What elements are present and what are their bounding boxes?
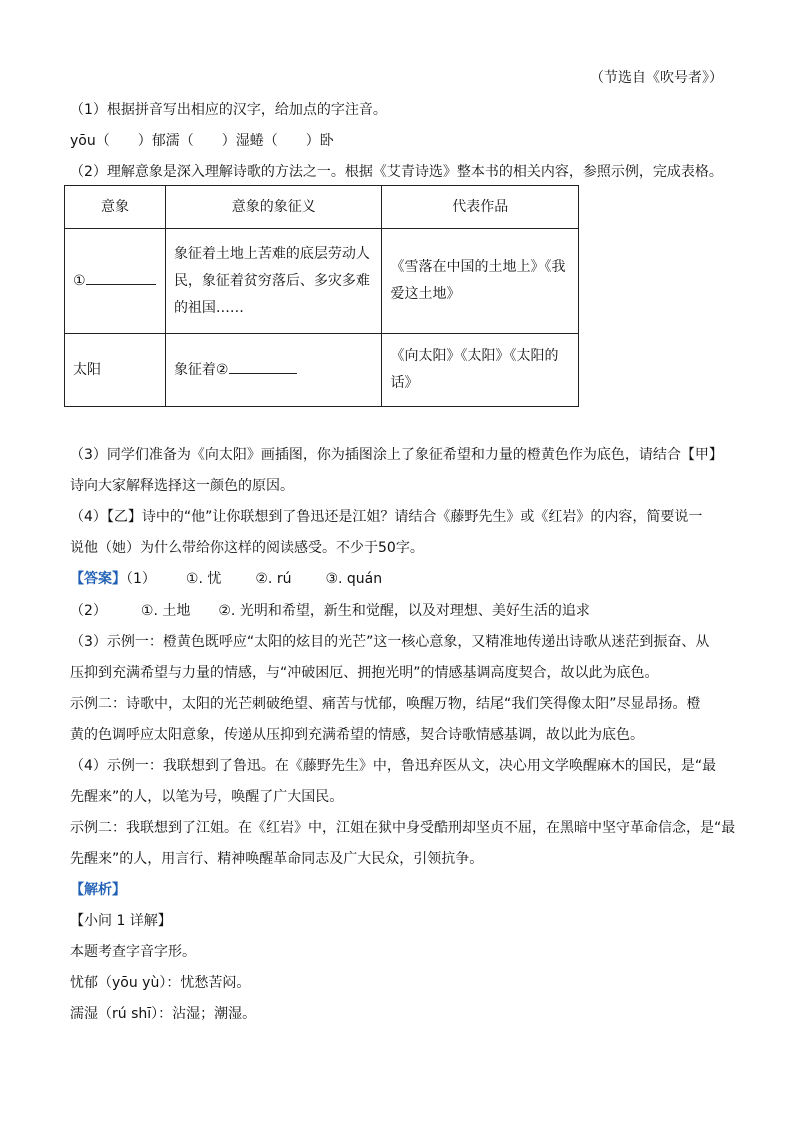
- answer-1-number: （1）: [126, 571, 156, 587]
- answer-1-c: ③. quán: [325, 571, 383, 587]
- answer-4-line-3: 示例二：我联想到了江姐。在《红岩》中，江姐在狱中身受酷刑却坚贞不屈，在黑暗中坚守革命信念，是“最: [70, 820, 736, 836]
- question-1-blanks: yōu（ ）郁濡（ ）湿蜷（ ）卧: [70, 133, 334, 149]
- answer-1-b: ②. rú: [255, 571, 292, 587]
- answer-1-a: ①. 忧: [185, 571, 222, 587]
- answer-2-number: （2）: [70, 603, 107, 619]
- answer-3-line-2: 压抑到充满希望与力量的情感，与“冲破困厄、拥抱光明”的情感基调高度契合，故以此为底色。: [70, 665, 659, 681]
- question-3-line-1: （3）同学们准备为《向太阳》画插图，你为插图涂上了象征希望和力量的橙黄色作为底色，请结合【甲】: [70, 447, 723, 463]
- blank-line: [229, 359, 297, 374]
- question-4-line-2: 说他（她）为什么带给你这样的阅读感受。不少于50字。: [70, 540, 424, 556]
- blank-line: [86, 270, 156, 285]
- imagery-table: [64, 185, 579, 407]
- table-header-cell: 意象的象征义: [165, 186, 382, 229]
- answer-2-b: ②. 光明和希望，新生和觉醒，以及对理想、美好生活的追求: [218, 603, 590, 619]
- question-2: （2）理解意象是深入理解诗歌的方法之一。根据《艾青诗选》整本书的相关内容，参照示例，完成表格。: [70, 164, 723, 180]
- answer-label: 【答案】: [70, 571, 126, 587]
- table-cell: 太阳: [65, 334, 166, 407]
- table-cell: 象征着土地上苦难的底层劳动人民，象征着贫穷落后、多灾多难的祖国……: [165, 229, 382, 334]
- answer-3-line-4: 黄的色调呼应太阳意象，传递从压抑到充满希望的情感，契合诗歌情感基调，故以此为底色。: [70, 727, 644, 743]
- answer-3-line-1: （3）示例一：橙黄色既呼应“太阳的炫目的光芒”这一核心意象，又精准地传递出诗歌从迷茫到振奋、从: [70, 634, 710, 650]
- answer-4-line-4: 先醒来”的人，用言行、精神唤醒革命同志及广大民众，引领抗争。: [70, 851, 484, 867]
- blank-label: ①: [73, 272, 86, 289]
- answer-2-line: [70, 601, 590, 621]
- analysis-label: 【解析】: [70, 882, 126, 898]
- subquestion-heading: 【小问 1 详解】: [70, 913, 172, 929]
- question-4-line-1: （4）【乙】诗中的“他”让你联想到了鲁迅还是江姐？请结合《藤野先生》或《红岩》的内容，简要说一: [70, 509, 703, 525]
- answer-1-line: [70, 569, 382, 589]
- word-explanation: 濡湿（rú shī）：沾湿；潮湿。: [70, 1006, 257, 1022]
- table-header-row: [65, 186, 579, 229]
- answer-4-line-1: （4）示例一：我联想到了鲁迅。在《藤野先生》中，鲁迅弃医从文，决心用文学唤醒麻木的国民，是“最: [70, 758, 717, 774]
- exam-point: 本题考查字音字形。: [70, 944, 196, 960]
- table-cell: 《雪落在中国的土地上》《我爱这土地》: [382, 229, 579, 334]
- answer-4-line-2: 先醒来”的人，以笔为号，唤醒了广大国民。: [70, 789, 344, 805]
- table-row: [65, 229, 579, 334]
- table-cell: [65, 229, 166, 334]
- table-header-cell: 代表作品: [382, 186, 579, 229]
- question-3-line-2: 诗向大家解释选择这一颜色的原因。: [70, 478, 294, 494]
- blank-label: 象征着②: [173, 361, 229, 378]
- question-1: （1）根据拼音写出相应的汉字，给加点的字注音。: [70, 102, 387, 118]
- word-explanation: 忧郁（yōu yù）：忧愁苦闷。: [70, 975, 251, 991]
- source-note: （节选自《吹号者》）: [590, 70, 723, 86]
- table-header-cell: 意象: [65, 186, 166, 229]
- table-cell: 《向太阳》《太阳》《太阳的话》: [382, 334, 579, 407]
- table-cell: [165, 334, 382, 407]
- table-row: [65, 334, 579, 407]
- answer-2-a: ①. 土地: [140, 603, 191, 619]
- answer-3-line-3: 示例二：诗歌中，太阳的光芒刺破绝望、痛苦与忧郁，唤醒万物，结尾“我们笑得像太阳”尽显昂扬。橙: [70, 696, 701, 712]
